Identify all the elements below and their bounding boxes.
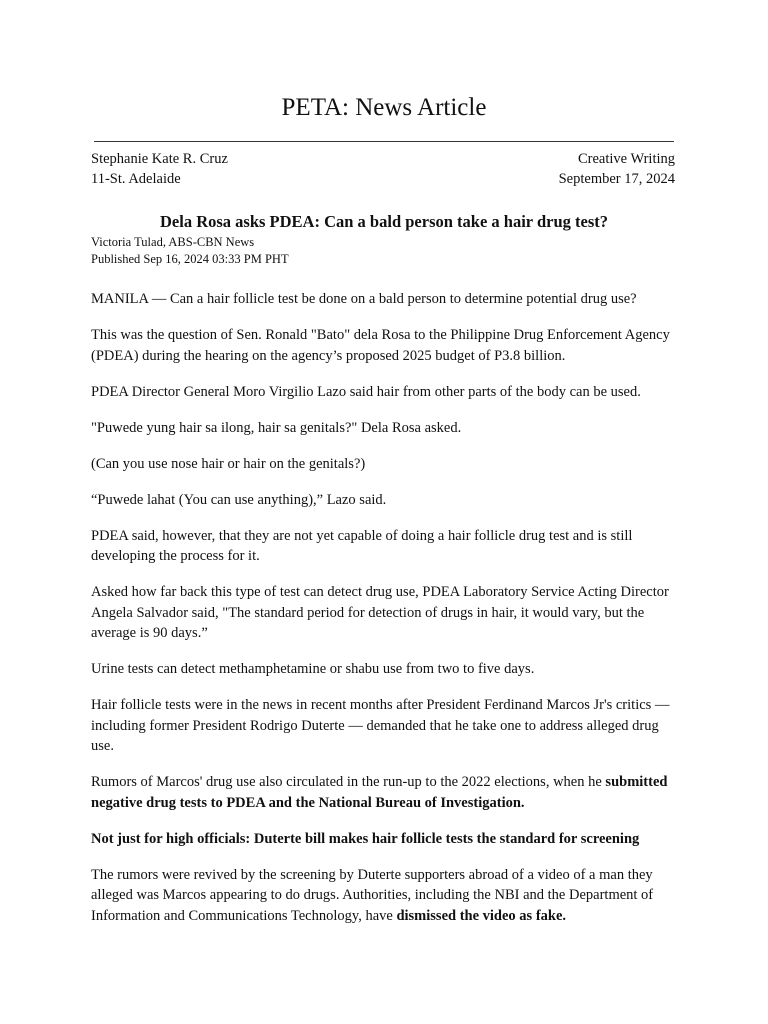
paragraph-text: Rumors of Marcos' drug use also circulated in the run-up to the 2022 elections, when he [91, 774, 606, 790]
article-paragraph: (Can you use nose hair or hair on the genitals?) [91, 455, 366, 472]
article-paragraph [91, 772, 681, 813]
section-name: 11-St. Adelaide [91, 171, 181, 187]
paragraph-text: The rumors were revived by the screening by Duterte supporters abroad of a video of a man they alleged was Marcos appearing to do drugs. Authorities, including the NBI and the Department of Information and Communications Technology, have [91, 866, 654, 924]
article-paragraph: PDEA said, however, that they are not yet capable of doing a hair follicle drug test and is still developing the process for it. [91, 527, 633, 564]
bold-text: Not just for high officials: Duterte bill makes hair follicle tests the standard for screening [91, 830, 640, 847]
document-date: September 17, 2024 [558, 171, 675, 187]
author-name: Stephanie Kate R. Cruz [91, 151, 228, 167]
article-byline-block [91, 234, 289, 268]
article-paragraph [91, 865, 681, 927]
bold-text: dismissed the video as fake. [396, 907, 567, 924]
article-paragraph: PDEA Director General Moro Virgilio Lazo said hair from other parts of the body can be used. [91, 383, 641, 400]
student-info [91, 149, 228, 189]
article-byline: Victoria Tulad, ABS-CBN News [91, 235, 255, 249]
article-paragraph: "Puwede yung hair sa ilong, hair sa genitals?" Dela Rosa asked. [91, 419, 462, 436]
article-body [91, 289, 681, 942]
title-divider [94, 141, 674, 142]
related-article-headline [91, 829, 681, 850]
subject-name: Creative Writing [578, 151, 675, 167]
article-headline: Dela Rosa asks PDEA: Can a bald person take a hair drug test? [160, 212, 608, 231]
article-paragraph: Urine tests can detect methamphetamine or shabu use from two to five days. [91, 661, 535, 677]
article-paragraph: Asked how far back this type of test can detect drug use, PDEA Laboratory Service Acting Director Angela Salvador said, "The standard period for detection of drugs in hair, it would vary, but the average is 90 days.” [91, 584, 669, 641]
article-published-date: Published Sep 16, 2024 03:33 PM PHT [91, 252, 289, 266]
article-paragraph: “Puwede lahat (You can use anything),” Lazo said. [91, 491, 387, 508]
article-paragraph: This was the question of Sen. Ronald "Bato" dela Rosa to the Philippine Drug Enforcement Agency (PDEA) during the hearing on the agency’s proposed 2025 budget of P3.8 billion. [91, 327, 670, 364]
article-paragraph: Hair follicle tests were in the news in recent months after President Ferdinand Marcos Jr's critics — including former President Rodrigo Duterte — demanded that he take one to address alleged drug use. [91, 697, 670, 754]
course-info [559, 149, 675, 189]
article-paragraph: MANILA — Can a hair follicle test be done on a bald person to determine potential drug use? [91, 291, 637, 307]
bold-text: submitted negative drug tests to PDEA and the National Bureau of Investigation. [91, 774, 668, 811]
document-title: PETA: News Article [281, 94, 487, 121]
